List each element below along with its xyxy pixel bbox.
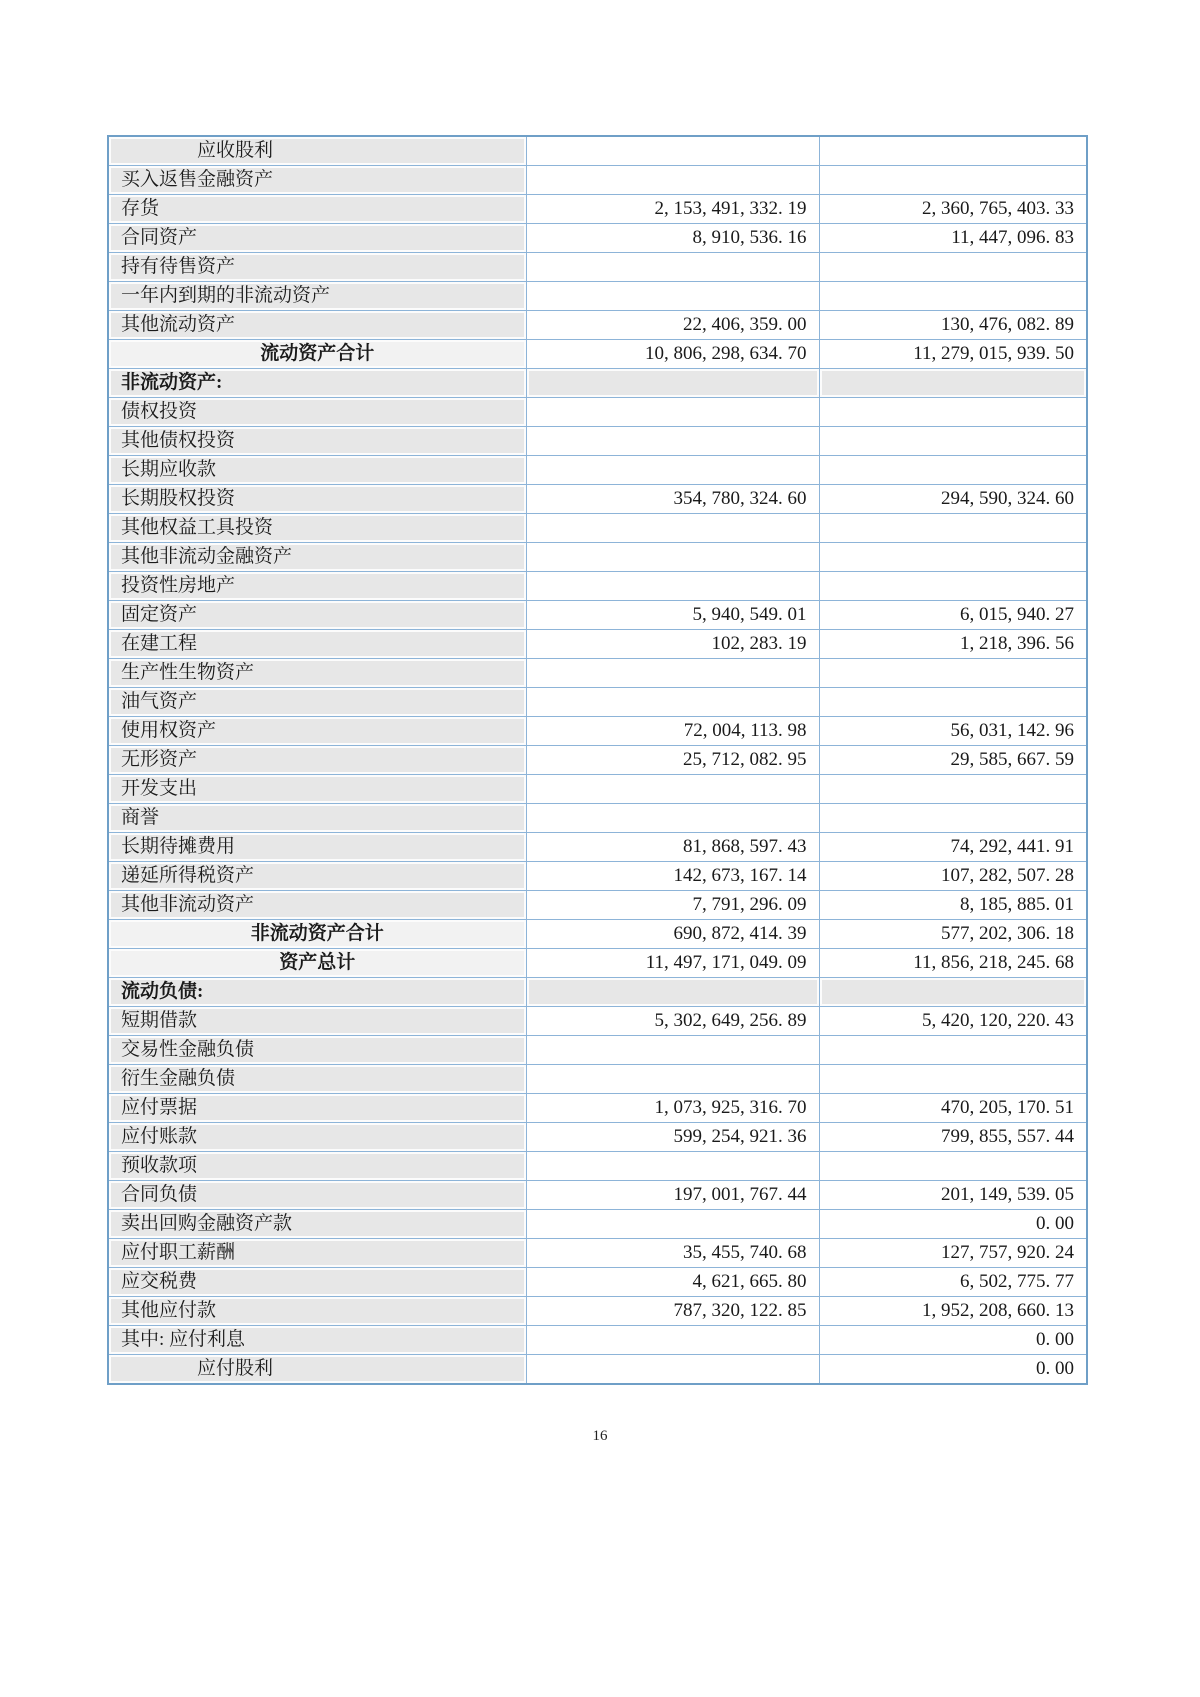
value-cell-current — [526, 1355, 819, 1385]
value-cell-prior: 11, 447, 096. 83 — [819, 224, 1087, 253]
table-row — [108, 136, 1087, 166]
value-cell-prior: 130, 476, 082. 89 — [819, 311, 1087, 340]
value-cell-prior: 5, 420, 120, 220. 43 — [819, 1007, 1087, 1036]
table-row — [108, 1181, 1087, 1210]
value-cell-prior — [819, 1065, 1087, 1094]
item-label-cell: 其他非流动金融资产 — [108, 543, 526, 572]
table-row — [108, 717, 1087, 746]
table-row — [108, 1326, 1087, 1355]
table-row — [108, 1210, 1087, 1239]
item-label-cell: 使用权资产 — [108, 717, 526, 746]
value-cell-current: 8, 910, 536. 16 — [526, 224, 819, 253]
value-cell-current — [526, 572, 819, 601]
value-cell-prior: 0. 00 — [819, 1326, 1087, 1355]
item-label-cell: 长期应收款 — [108, 456, 526, 485]
item-label-cell: 合同资产 — [108, 224, 526, 253]
item-label-cell: 债权投资 — [108, 398, 526, 427]
value-cell-prior: 0. 00 — [819, 1355, 1087, 1385]
item-label-cell: 卖出回购金融资产款 — [108, 1210, 526, 1239]
table-row — [108, 1239, 1087, 1268]
value-cell-current: 1, 073, 925, 316. 70 — [526, 1094, 819, 1123]
value-cell-current — [526, 166, 819, 195]
value-cell-current: 599, 254, 921. 36 — [526, 1123, 819, 1152]
value-cell-current — [526, 427, 819, 456]
table-row — [108, 427, 1087, 456]
value-cell-current — [526, 369, 819, 398]
table-row — [108, 282, 1087, 311]
value-cell-prior: 56, 031, 142. 96 — [819, 717, 1087, 746]
value-cell-current: 690, 872, 414. 39 — [526, 920, 819, 949]
value-cell-prior — [819, 282, 1087, 311]
table-row — [108, 398, 1087, 427]
value-cell-prior: 1, 952, 208, 660. 13 — [819, 1297, 1087, 1326]
table-row — [108, 311, 1087, 340]
value-cell-current — [526, 1210, 819, 1239]
value-cell-current: 197, 001, 767. 44 — [526, 1181, 819, 1210]
value-cell-prior — [819, 253, 1087, 282]
value-cell-current — [526, 1065, 819, 1094]
table-row — [108, 804, 1087, 833]
item-label-cell: 衍生金融负债 — [108, 1065, 526, 1094]
value-cell-prior: 799, 855, 557. 44 — [819, 1123, 1087, 1152]
value-cell-prior — [819, 398, 1087, 427]
table-row — [108, 659, 1087, 688]
item-label-cell: 生产性生物资产 — [108, 659, 526, 688]
item-label-cell: 其中: 应付利息 — [108, 1326, 526, 1355]
value-cell-prior — [819, 427, 1087, 456]
value-cell-current: 142, 673, 167. 14 — [526, 862, 819, 891]
table-row — [108, 514, 1087, 543]
value-cell-prior: 127, 757, 920. 24 — [819, 1239, 1087, 1268]
value-cell-prior: 6, 015, 940. 27 — [819, 601, 1087, 630]
value-cell-prior: 8, 185, 885. 01 — [819, 891, 1087, 920]
item-label-cell: 合同负债 — [108, 1181, 526, 1210]
item-label-cell: 非流动资产: — [108, 369, 526, 398]
item-label-cell: 其他权益工具投资 — [108, 514, 526, 543]
table-row — [108, 688, 1087, 717]
item-label-cell: 固定资产 — [108, 601, 526, 630]
value-cell-prior: 11, 279, 015, 939. 50 — [819, 340, 1087, 369]
table-row — [108, 1152, 1087, 1181]
table-row — [108, 253, 1087, 282]
item-label-cell: 应付股利 — [108, 1355, 526, 1385]
value-cell-prior — [819, 978, 1087, 1007]
value-cell-current: 4, 621, 665. 80 — [526, 1268, 819, 1297]
value-cell-prior: 2, 360, 765, 403. 33 — [819, 195, 1087, 224]
value-cell-current: 102, 283. 19 — [526, 630, 819, 659]
value-cell-current: 5, 302, 649, 256. 89 — [526, 1007, 819, 1036]
item-label-cell: 无形资产 — [108, 746, 526, 775]
value-cell-prior: 0. 00 — [819, 1210, 1087, 1239]
page-number: 16 — [592, 1428, 608, 1444]
item-label-cell: 长期待摊费用 — [108, 833, 526, 862]
value-cell-current: 2, 153, 491, 332. 19 — [526, 195, 819, 224]
table-row — [108, 1065, 1087, 1094]
table-row — [108, 862, 1087, 891]
item-label-cell: 应收股利 — [108, 136, 526, 166]
value-cell-current — [526, 136, 819, 166]
item-label-cell: 买入返售金融资产 — [108, 166, 526, 195]
table-row — [108, 369, 1087, 398]
value-cell-current — [526, 804, 819, 833]
item-label-cell: 开发支出 — [108, 775, 526, 804]
value-cell-current — [526, 688, 819, 717]
value-cell-prior: 29, 585, 667. 59 — [819, 746, 1087, 775]
table-row — [108, 1123, 1087, 1152]
value-cell-current — [526, 514, 819, 543]
item-label-cell: 应付账款 — [108, 1123, 526, 1152]
table-row — [108, 1036, 1087, 1065]
table-row — [108, 630, 1087, 659]
value-cell-prior: 470, 205, 170. 51 — [819, 1094, 1087, 1123]
value-cell-prior: 11, 856, 218, 245. 68 — [819, 949, 1087, 978]
table-row — [108, 746, 1087, 775]
table-row — [108, 775, 1087, 804]
table-row — [108, 572, 1087, 601]
table-row — [108, 891, 1087, 920]
item-label-cell: 交易性金融负债 — [108, 1036, 526, 1065]
value-cell-prior — [819, 456, 1087, 485]
table-row — [108, 1268, 1087, 1297]
value-cell-prior: 577, 202, 306. 18 — [819, 920, 1087, 949]
table-row — [108, 485, 1087, 514]
table-row — [108, 456, 1087, 485]
value-cell-current: 25, 712, 082. 95 — [526, 746, 819, 775]
value-cell-current — [526, 978, 819, 1007]
value-cell-prior — [819, 572, 1087, 601]
value-cell-current — [526, 398, 819, 427]
balance-sheet-rows — [108, 136, 1087, 1384]
value-cell-current: 7, 791, 296. 09 — [526, 891, 819, 920]
value-cell-current: 11, 497, 171, 049. 09 — [526, 949, 819, 978]
item-label-cell: 其他应付款 — [108, 1297, 526, 1326]
item-label-cell: 递延所得税资产 — [108, 862, 526, 891]
value-cell-current — [526, 1326, 819, 1355]
value-cell-prior — [819, 1036, 1087, 1065]
value-cell-prior: 294, 590, 324. 60 — [819, 485, 1087, 514]
item-label-cell: 应付票据 — [108, 1094, 526, 1123]
balance-sheet-table — [107, 135, 1088, 1385]
item-label-cell: 短期借款 — [108, 1007, 526, 1036]
value-cell-prior — [819, 514, 1087, 543]
item-label-cell: 长期股权投资 — [108, 485, 526, 514]
table-row — [108, 1007, 1087, 1036]
value-cell-current — [526, 659, 819, 688]
item-label-cell: 资产总计 — [108, 949, 526, 978]
value-cell-prior — [819, 659, 1087, 688]
value-cell-prior: 107, 282, 507. 28 — [819, 862, 1087, 891]
item-label-cell: 其他非流动资产 — [108, 891, 526, 920]
item-label-cell: 预收款项 — [108, 1152, 526, 1181]
value-cell-current — [526, 1152, 819, 1181]
table-row — [108, 949, 1087, 978]
item-label-cell: 在建工程 — [108, 630, 526, 659]
item-label-cell: 应交税费 — [108, 1268, 526, 1297]
item-label-cell: 存货 — [108, 195, 526, 224]
value-cell-current — [526, 282, 819, 311]
table-row — [108, 340, 1087, 369]
item-label-cell: 其他债权投资 — [108, 427, 526, 456]
table-row — [108, 1094, 1087, 1123]
value-cell-prior: 6, 502, 775. 77 — [819, 1268, 1087, 1297]
value-cell-current: 787, 320, 122. 85 — [526, 1297, 819, 1326]
table-row — [108, 978, 1087, 1007]
table-row — [108, 601, 1087, 630]
item-label-cell: 非流动资产合计 — [108, 920, 526, 949]
value-cell-current — [526, 456, 819, 485]
value-cell-current — [526, 1036, 819, 1065]
value-cell-current: 22, 406, 359. 00 — [526, 311, 819, 340]
value-cell-prior — [819, 804, 1087, 833]
value-cell-current — [526, 253, 819, 282]
value-cell-prior — [819, 688, 1087, 717]
value-cell-prior — [819, 775, 1087, 804]
item-label-cell: 流动资产合计 — [108, 340, 526, 369]
item-label-cell: 应付职工薪酬 — [108, 1239, 526, 1268]
table-row — [108, 195, 1087, 224]
value-cell-prior — [819, 1152, 1087, 1181]
table-row — [108, 1355, 1087, 1385]
value-cell-prior — [819, 166, 1087, 195]
value-cell-prior — [819, 136, 1087, 166]
item-label-cell: 油气资产 — [108, 688, 526, 717]
table-row — [108, 166, 1087, 195]
value-cell-current — [526, 543, 819, 572]
value-cell-current: 10, 806, 298, 634. 70 — [526, 340, 819, 369]
value-cell-prior: 74, 292, 441. 91 — [819, 833, 1087, 862]
item-label-cell: 一年内到期的非流动资产 — [108, 282, 526, 311]
value-cell-current: 5, 940, 549. 01 — [526, 601, 819, 630]
item-label-cell: 其他流动资产 — [108, 311, 526, 340]
table-row — [108, 920, 1087, 949]
value-cell-prior: 201, 149, 539. 05 — [819, 1181, 1087, 1210]
value-cell-current: 72, 004, 113. 98 — [526, 717, 819, 746]
item-label-cell: 流动负债: — [108, 978, 526, 1007]
value-cell-current: 81, 868, 597. 43 — [526, 833, 819, 862]
item-label-cell: 投资性房地产 — [108, 572, 526, 601]
value-cell-prior — [819, 543, 1087, 572]
table-row — [108, 224, 1087, 253]
table-row — [108, 543, 1087, 572]
value-cell-current: 354, 780, 324. 60 — [526, 485, 819, 514]
value-cell-current — [526, 775, 819, 804]
value-cell-prior — [819, 369, 1087, 398]
value-cell-prior: 1, 218, 396. 56 — [819, 630, 1087, 659]
item-label-cell: 商誉 — [108, 804, 526, 833]
table-row — [108, 833, 1087, 862]
table-row — [108, 1297, 1087, 1326]
value-cell-current: 35, 455, 740. 68 — [526, 1239, 819, 1268]
item-label-cell: 持有待售资产 — [108, 253, 526, 282]
